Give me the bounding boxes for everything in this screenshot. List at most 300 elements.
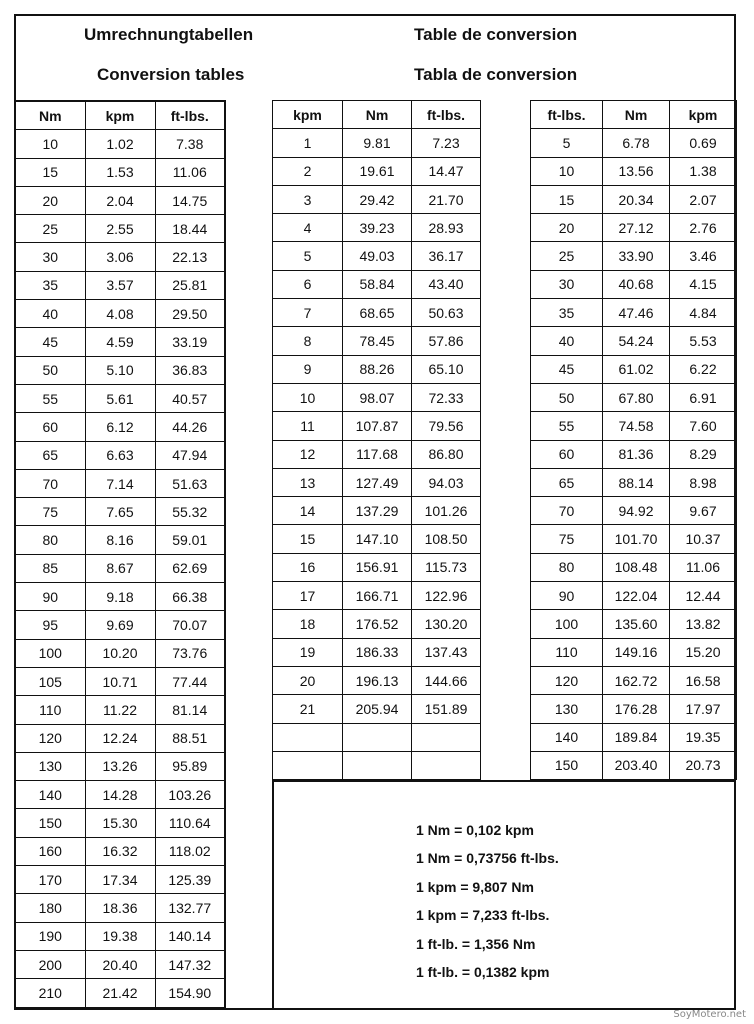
table-cell: 1 [273,129,343,157]
table-cell: 14.28 [85,781,155,809]
header-kpm: kpm [273,101,343,129]
table-cell: 25 [531,242,603,270]
table-cell: 50.63 [412,299,481,327]
table-cell: 110 [531,638,603,666]
table-cell: 120 [15,724,85,752]
table-cell: 88.51 [155,724,225,752]
table-cell: 18 [273,610,343,638]
title-spanish: Tabla de conversion [414,65,578,84]
table-row [273,723,481,751]
table-row [273,553,481,581]
table-cell: 101.26 [412,497,481,525]
table-row [531,582,737,610]
table-row [15,243,225,271]
table-row [15,554,225,582]
table-cell: 19.61 [343,157,412,185]
table-cell: 33.90 [603,242,670,270]
title-german: Umrechnungtabellen [84,25,254,44]
table-cell: 36.17 [412,242,481,270]
table-cell: 40 [531,327,603,355]
table-cell: 10 [273,383,343,411]
watermark: SoyMotero.net [673,1009,746,1020]
table-cell: 149.16 [603,638,670,666]
table-cell: 14.75 [155,186,225,214]
table-cell: 130 [15,752,85,780]
table-cell: 36.83 [155,356,225,384]
table-cell: 8.98 [670,468,737,496]
table-cell: 28.93 [412,214,481,242]
table-cell: 10 [15,130,85,158]
table-cell: 3.57 [85,271,155,299]
table-row [15,271,225,299]
table-cell: 39.23 [343,214,412,242]
table-cell: 94.03 [412,468,481,496]
table-cell: 122.04 [603,582,670,610]
table-ftlbs-conversion [530,100,737,780]
table-row [15,667,225,695]
table-cell: 35 [15,271,85,299]
table-cell: 118.02 [155,837,225,865]
table-cell: 110.64 [155,809,225,837]
table-cell: 5.53 [670,327,737,355]
table-cell: 2.07 [670,185,737,213]
table-row [15,215,225,243]
table-cell: 80 [531,553,603,581]
table-cell: 81.36 [603,440,670,468]
table-cell: 65 [531,468,603,496]
table-cell: 12 [273,440,343,468]
table-cell: 14.47 [412,157,481,185]
table-row [15,696,225,724]
table-cell: 1.53 [85,158,155,186]
table-cell: 45 [15,328,85,356]
table-row [531,553,737,581]
table-cell: 85 [15,554,85,582]
table-row [531,299,737,327]
table-row [15,158,225,186]
table-cell: 10.37 [670,525,737,553]
table-cell: 66.38 [155,583,225,611]
table-cell: 6 [273,270,343,298]
table-cell: 21 [273,695,343,723]
table-cell: 170 [15,866,85,894]
table-cell: 29.42 [343,185,412,213]
table-cell: 16 [273,553,343,581]
table-row [273,129,481,157]
table-cell: 127.49 [343,468,412,496]
table-cell: 20 [273,666,343,694]
table-cell: 95.89 [155,752,225,780]
table-cell: 176.28 [603,695,670,723]
table-cell: 13 [273,468,343,496]
table-row [273,582,481,610]
table-cell: 100 [15,639,85,667]
table-cell: 8.67 [85,554,155,582]
table-row [273,412,481,440]
table-cell: 50 [531,383,603,411]
table-row [15,979,225,1008]
table-cell: 203.40 [603,751,670,779]
table-cell: 35 [531,299,603,327]
table-row [531,355,737,383]
table-row [531,242,737,270]
table-cell: 2.55 [85,215,155,243]
table-row [273,610,481,638]
table-cell: 30 [15,243,85,271]
table-cell: 5.61 [85,384,155,412]
header-ftlbs: ft-lbs. [412,101,481,129]
table-cell: 9.67 [670,497,737,525]
table-kpm-conversion [272,100,481,780]
table-row [15,809,225,837]
table-row [531,638,737,666]
table-cell: 74.58 [603,412,670,440]
table-row [15,186,225,214]
factor-line: 1 ft-lb. = 0,1382 kpm [416,963,550,980]
table-cell: 16.32 [85,837,155,865]
table-cell [273,751,343,779]
table-cell: 15 [15,158,85,186]
table-cell: 50 [15,356,85,384]
table-cell: 10 [531,157,603,185]
table-cell: 55 [15,384,85,412]
table-cell [412,723,481,751]
table-row [273,270,481,298]
table-cell: 6.91 [670,383,737,411]
table-cell: 9 [273,355,343,383]
table-cell: 190 [15,922,85,950]
table-cell: 17 [273,582,343,610]
factor-line: 1 Nm = 0,102 kpm [416,822,534,838]
table-cell: 60 [531,440,603,468]
table-row [15,894,225,922]
table-cell: 5.10 [85,356,155,384]
table-cell: 45 [531,355,603,383]
table-cell: 115.73 [412,553,481,581]
table-cell: 186.33 [343,638,412,666]
table-row [531,695,737,723]
table-cell: 130.20 [412,610,481,638]
table-cell: 68.65 [343,299,412,327]
table-cell: 95 [15,611,85,639]
table-cell: 30 [531,270,603,298]
table-cell: 125.39 [155,866,225,894]
table-cell: 6.22 [670,355,737,383]
table-cell: 103.26 [155,781,225,809]
table-cell: 70 [531,497,603,525]
table-cell: 18.44 [155,215,225,243]
table-row [531,525,737,553]
table-row [15,781,225,809]
table-row [15,526,225,554]
table-row [531,666,737,694]
table-cell: 59.01 [155,526,225,554]
table-cell: 4.59 [85,328,155,356]
table-cell [273,723,343,751]
table-row [15,611,225,639]
table-cell: 144.66 [412,666,481,694]
table-cell: 47.46 [603,299,670,327]
table-cell: 19.35 [670,723,737,751]
table-cell: 19 [273,638,343,666]
table-cell: 75 [15,498,85,526]
table-row [273,751,481,779]
table-cell: 14 [273,497,343,525]
table-row [273,666,481,694]
table-cell: 160 [15,837,85,865]
table-cell: 80 [15,526,85,554]
table-cell: 18.36 [85,894,155,922]
table-cell: 176.52 [343,610,412,638]
table-cell: 3 [273,185,343,213]
table-cell: 17.34 [85,866,155,894]
table-row [15,724,225,752]
header-ftlbs: ft-lbs. [531,101,603,129]
table-row [15,583,225,611]
table-row [531,185,737,213]
table-cell: 90 [15,583,85,611]
table-cell: 88.14 [603,468,670,496]
table-cell: 13.56 [603,157,670,185]
table-cell: 4.15 [670,270,737,298]
table-cell: 156.91 [343,553,412,581]
table-cell: 51.63 [155,469,225,497]
table-cell: 7 [273,299,343,327]
table-row [531,468,737,496]
table-cell: 150 [15,809,85,837]
table-cell: 122.96 [412,582,481,610]
table-row [273,327,481,355]
table-row [15,752,225,780]
table-cell: 10.71 [85,667,155,695]
factor-line: 1 kpm = 7,233 ft-lbs. [416,907,550,924]
title-english: Conversion tables [97,65,245,84]
table-cell: 6.78 [603,129,670,157]
table-cell: 8.29 [670,440,737,468]
table-cell: 9.81 [343,129,412,157]
table-cell: 200 [15,950,85,978]
table-cell: 1.02 [85,130,155,158]
table-cell [343,751,412,779]
table-cell: 137.29 [343,497,412,525]
table-cell: 90 [531,582,603,610]
table-cell: 79.56 [412,412,481,440]
table-cell: 8 [273,327,343,355]
table-row [15,498,225,526]
table-cell: 12.44 [670,582,737,610]
table-cell: 19.38 [85,922,155,950]
table-cell: 65 [15,441,85,469]
table-cell: 21.42 [85,979,155,1008]
header-kpm: kpm [85,101,155,130]
table-cell: 140 [15,781,85,809]
table-cell: 180 [15,894,85,922]
table-cell: 17.97 [670,695,737,723]
table-row [15,837,225,865]
table-row [15,441,225,469]
table-cell: 86.80 [412,440,481,468]
table-row [273,185,481,213]
table-cell: 162.72 [603,666,670,694]
table-row [273,468,481,496]
table-row [15,328,225,356]
table-cell [412,751,481,779]
table-cell: 110 [15,696,85,724]
header-ftlbs: ft-lbs. [155,101,225,130]
table-cell: 147.32 [155,950,225,978]
table-cell: 4 [273,214,343,242]
table-row [273,525,481,553]
table-cell: 105 [15,667,85,695]
conversion-factors-list [416,816,559,980]
table-row [273,157,481,185]
table-cell: 5 [531,129,603,157]
table-cell: 107.87 [343,412,412,440]
table-cell: 20.40 [85,950,155,978]
table-row [15,413,225,441]
table-row [531,412,737,440]
table-cell: 78.45 [343,327,412,355]
table-cell: 70.07 [155,611,225,639]
table-row [273,299,481,327]
table-cell: 10.20 [85,639,155,667]
table-row [15,922,225,950]
table-cell: 55.32 [155,498,225,526]
table-row [15,356,225,384]
table-cell: 205.94 [343,695,412,723]
conversion-factors-box [272,780,736,1010]
table-cell: 189.84 [603,723,670,751]
table-cell: 47.94 [155,441,225,469]
table-row [273,214,481,242]
table-row [15,469,225,497]
table-cell: 55 [531,412,603,440]
table-cell: 70 [15,469,85,497]
table-row [273,497,481,525]
table-row [531,497,737,525]
table-row [273,695,481,723]
header-nm: Nm [603,101,670,129]
table-cell: 7.14 [85,469,155,497]
table-cell: 4.84 [670,299,737,327]
table-cell: 60 [15,413,85,441]
table-cell: 13.82 [670,610,737,638]
table-cell: 7.38 [155,130,225,158]
header-kpm: kpm [670,101,737,129]
table-cell: 5 [273,242,343,270]
table-row [531,723,737,751]
table-cell: 11.22 [85,696,155,724]
table-cell: 1.38 [670,157,737,185]
table-cell: 132.77 [155,894,225,922]
table-cell: 117.68 [343,440,412,468]
table-cell: 137.43 [412,638,481,666]
table-cell: 108.48 [603,553,670,581]
table-cell: 40 [15,300,85,328]
table-row [15,950,225,978]
table-cell: 2 [273,157,343,185]
table-cell: 140 [531,723,603,751]
table-cell: 154.90 [155,979,225,1008]
table-cell: 25.81 [155,271,225,299]
table-cell: 9.18 [85,583,155,611]
table-cell: 16.58 [670,666,737,694]
table-cell: 25 [15,215,85,243]
table-cell: 4.08 [85,300,155,328]
table-cell: 140.14 [155,922,225,950]
table-cell: 7.65 [85,498,155,526]
table-row [15,300,225,328]
table-row [531,751,737,779]
table-cell: 196.13 [343,666,412,694]
table-cell: 20 [531,214,603,242]
table-cell: 11.06 [670,553,737,581]
table-cell: 151.89 [412,695,481,723]
table-cell: 22.13 [155,243,225,271]
table-cell: 108.50 [412,525,481,553]
table-cell: 77.44 [155,667,225,695]
factor-line: 1 Nm = 0,73756 ft-lbs. [416,850,559,867]
table-cell: 33.19 [155,328,225,356]
table-cell: 40.57 [155,384,225,412]
header-nm: Nm [343,101,412,129]
table-cell: 101.70 [603,525,670,553]
table-cell: 100 [531,610,603,638]
table-cell: 67.80 [603,383,670,411]
table-cell: 120 [531,666,603,694]
table-cell: 49.03 [343,242,412,270]
table-cell: 65.10 [412,355,481,383]
table-row [531,327,737,355]
table-cell: 40.68 [603,270,670,298]
table-cell: 61.02 [603,355,670,383]
table-cell: 147.10 [343,525,412,553]
table-row [273,383,481,411]
header-nm: Nm [15,101,85,130]
table-cell: 2.76 [670,214,737,242]
table-cell: 8.16 [85,526,155,554]
table-row [15,130,225,158]
table-row [531,440,737,468]
table-row [531,157,737,185]
table-cell: 20.34 [603,185,670,213]
table-cell: 44.26 [155,413,225,441]
table-cell: 15.20 [670,638,737,666]
table-cell: 6.63 [85,441,155,469]
table-cell: 7.23 [412,129,481,157]
table-cell: 58.84 [343,270,412,298]
table-row [273,355,481,383]
table-cell: 9.69 [85,611,155,639]
table-cell: 94.92 [603,497,670,525]
table-cell: 11.06 [155,158,225,186]
table-cell: 29.50 [155,300,225,328]
table-cell: 20.73 [670,751,737,779]
table-cell: 15 [273,525,343,553]
title-french: Table de conversion [414,25,578,44]
table-cell: 150 [531,751,603,779]
table-cell: 3.46 [670,242,737,270]
table-cell: 2.04 [85,186,155,214]
table-cell: 7.60 [670,412,737,440]
table-cell: 81.14 [155,696,225,724]
table-cell: 13.26 [85,752,155,780]
table-row [15,639,225,667]
table-row [531,270,737,298]
table-cell: 166.71 [343,582,412,610]
table-row [273,440,481,468]
table-row [531,610,737,638]
